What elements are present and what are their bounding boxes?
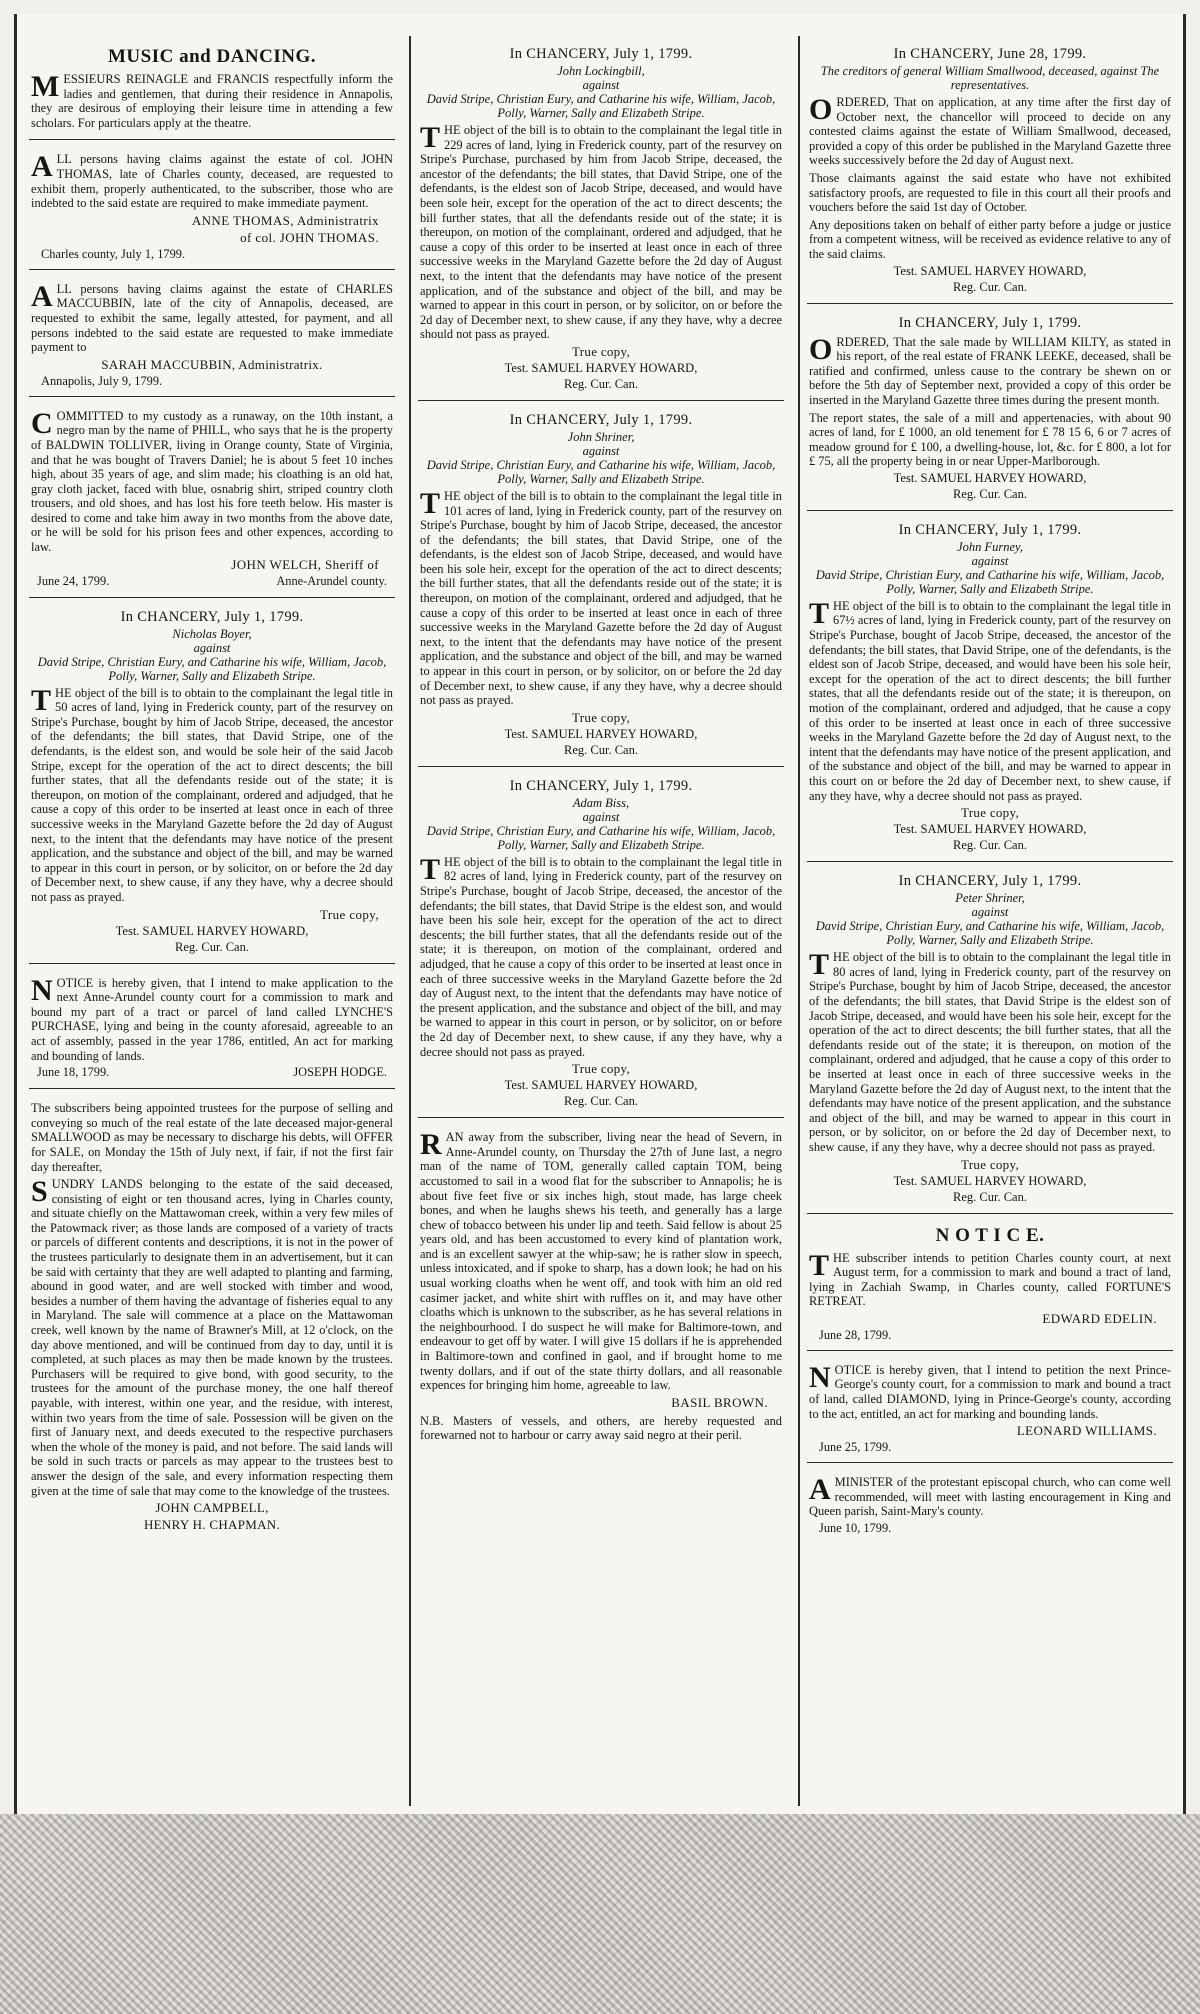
- ad-date: Annapolis, July 9, 1799.: [41, 373, 163, 388]
- ad-body: THE object of the bill is to obtain to the complainant the legal title in 67½ acres of land, lying in Frederick county, part of the resurvey on Stripe's Purchase, bought of Jacob Stripe, deceased, the ancestor of the defendants; the bill states, that David Stripe, one of the defendants, is the eldest son of Jacob Stripe, deceased, and would have been his sole heir, except for the operation of the act to direct descents; the bill further states, that all the defendants reside out of the state; it is thereupon, on motion of the complainant, ordered and adjudged, that he cause a copy of this order to be inserted at least once in each of three successive weeks in the Maryland Gazette before the 2d day of August next, to the intent that the defendants may have notice of the present application, and of the substance and object of the bill, and may be warned to appear in this court on or before the 2d day of December next, to shew cause, if any they have, why a decree should not pass as prayed.: [809, 596, 1171, 803]
- chancery-caption: In CHANCERY, July 1, 1799.: [898, 521, 1082, 538]
- ad-body: THE object of the bill is to obtain to the complainant the legal title in 82 acres of land, lying in Frederick county, part of the resurvey on Stripe's Purchase, bought of Jacob Stripe, deceased, the ancestor of the defendants; the bill states, that David Stripe is the eldest son, and would have been his sole heir, except for the operation of the act to direct descents; the bill further states, that all the defendants reside out of the state; it is thereupon, on motion of the complainant, ordered and adjudged, that he cause a copy of this order to be inserted at least once in each of three successive weeks in the Maryland Gazette before the 2d day of August next, to the intent that the defendants may have notice of the present application, and the substance and object of the bill, and may be warned to appear in this court in person, or by solicitor, on or before the 2d day of December next, to shew cause, if any they have, why a decree should not pass as prayed.: [420, 852, 782, 1059]
- signature: ANNE THOMAS, Administratrix: [191, 212, 379, 228]
- chancery-caption: In CHANCERY, July 1, 1799.: [509, 411, 693, 428]
- column-1: [29, 40, 395, 1805]
- teste: Test. SAMUEL HARVEY HOWARD,: [893, 1173, 1087, 1188]
- against: against: [193, 640, 231, 655]
- ad-date: June 10, 1799.: [819, 1521, 892, 1536]
- ad-body: THE object of the bill is to obtain to the complainant the legal title in 50 acres of land, lying in Frederick county, part of the resurvey on Stripe's Purchase, bought by him of Jacob Stripe, deceased, the ancestor of the defendants; the bill states, that David Stripe, one of the defendants, is the eldest son, and would be sole heir of the said Jacob Stripe, except for the operation of the act to direct descents; the bill further states, that all the defendants reside out of the state; it is thereupon, on motion of the complainant, ordered and adjudged, that he cause a copy of this order to be inserted at least once in each of three successive weeks in the Maryland Gazette before the 2d day of August next, to the intent that the defendants may have notice of the present application, and the substance and object of the bill, and may be warned to appear in this court in person, or by solicitor, on or before the 2d day of December next, to shew cause, if any they have, why a decree should not pass as prayed.: [31, 683, 393, 904]
- runaway-tom-ad: [418, 1123, 784, 1452]
- thomas-estate-ad: [29, 145, 395, 269]
- signature: JOHN WELCH, Sheriff of: [231, 556, 379, 572]
- ad-date: June 25, 1799.: [819, 1440, 892, 1455]
- plaintiff: John Shriner,: [567, 429, 635, 444]
- against: against: [971, 905, 1009, 920]
- chancery-boyer-ad: [29, 603, 395, 964]
- chancery-caption: In CHANCERY, July 1, 1799.: [898, 314, 1082, 331]
- ad-body: COMMITTED to my custody as a runaway, on the 10th instant, a negro man by the name of PHILL, who says that he is the property of BALDWIN TOLLIVER, living in Orange county, State of Virginia, and that he was bought of Travers Daniel; he is about 5 feet 10 inches high, about 35 years of age, and slim made; his cloathing is an old hat, gray cloth jacket, faced with blue, osnabrig shirt, striped country cloth trousers, and old shoes, and has lost his fore teeth below. His master is desired to come and take him away in two months from the above date, or he will be sold for his prison fees and other expences, according to law.: [31, 406, 393, 555]
- teste: Test. SAMUEL HARVEY HOWARD,: [893, 470, 1087, 485]
- plaintiff: John Furney,: [957, 539, 1023, 554]
- runaway-committed-ad: [29, 402, 395, 598]
- chancery-creditors-ad: [807, 40, 1173, 304]
- reg-cur-can: Reg. Cur. Can.: [564, 376, 638, 391]
- maccubbin-estate-ad: [29, 275, 395, 397]
- defendants: David Stripe, Christian Eury, and Catharine his wife, William, Jacob, Polly, Warner, Sally and Elizabeth Stripe.: [815, 919, 1165, 948]
- ad-body-2: Those claimants against the said estate who have not exhibited satisfactory proofs, are requested to file in this court all their proofs and vouchers before the said 1st day of October.: [809, 170, 1171, 215]
- chancery-shriner-ad: [418, 406, 784, 767]
- teste: Test. SAMUEL HARVEY HOWARD,: [893, 822, 1087, 837]
- ad-date: Charles county, July 1, 1799.: [41, 246, 186, 261]
- ad-body: THE object of the bill is to obtain to the complainant the legal title in 229 acres of land, lying in Frederick county, part of the resurvey on Stripe's Purchase, purchased by him from Jacob Stripe, deceased, the ancestor of the defendants; the bill states, that David Stripe, one of the defendants, is the eldest son of Jacob Stripe, deceased, and would have been sole heir, except for the operation of the act to direct descents; the bill further states, that all the defendants reside out of the state; it is thereupon, on motion of the complainant, ordered and adjudged, that he cause a copy of this order to be inserted at least once in each of three successive weeks in the Maryland Gazette before the 2d day of August next, to the intent that the defendants may have notice of the present application, and of the substance and object of the bill, and may be warned to appear in this court in person, or by solicitor, on or before the 2d day of December next, to shew cause, if any they have, why a decree should not pass as prayed.: [420, 121, 782, 342]
- against: against: [582, 809, 620, 824]
- ad-body: ORDERED, That on application, at any time after the first day of October next, the chancellor will proceed to decide on any contested claims against the estate of William Smallwood, deceased, provided a copy of this order be published in the Maryland Gazette three weeks successively before the 2d day of August next.: [809, 93, 1171, 168]
- ad-date: June 24, 1799.: [37, 573, 110, 588]
- signature: LEONARD WILLIAMS.: [1016, 1423, 1157, 1439]
- chancery-caption: In CHANCERY, July 1, 1799.: [509, 777, 693, 794]
- ad-body: THE object of the bill is to obtain to the complainant the legal title in 101 acres of land, lying in Frederick county, part of the resurvey on Stripe's Purchase, bought by him of Jacob Stripe, deceased, the ancestor of the defendants; the bill states, that David Stripe, one of the defendants, is the eldest son of Jacob Stripe, deceased, and would have been his sole heir, except for the operation of the act to direct descents; the bill further states, that all the defendants reside out of the state; it is thereupon, on motion of the complainant, ordered and adjudged, that he cause a copy of this order to be inserted at least once in each of three successive weeks in the Maryland Gazette before the 2d day of August next, to the intent that the defendants may have notice of the present application, and the substance and object of the bill, and may be warned to appear in this court in person, or by solicitor, on or before the 2d day of December next, to shew cause, if any they have, why a decree should not pass as prayed.: [420, 486, 782, 708]
- ad-body: NOTICE is hereby given, that I intend to petition the next Prince-George's county court, for a commission to mark and bound a tract of land, called DIAMOND, lying in Prince-George's county, according to the act, entitled, an act for marking and bounding lands.: [809, 1360, 1171, 1421]
- teste: Test. SAMUEL HARVEY HOWARD,: [504, 1078, 698, 1093]
- ad-intro: The subscribers being appointed trustees for the purpose of selling and conveying so much of the real estate of the late deceased major-general SMALLWOOD as may be necessary to discharge his debts, will OFFER for SALE, on Monday the 15th of July next, if fair, if not the first fair day thereafter,: [31, 1101, 393, 1174]
- against: against: [582, 443, 620, 458]
- ad-date: June 28, 1799.: [819, 1327, 892, 1342]
- parties: The creditors of general William Smallwood, deceased, against The representatives.: [820, 64, 1160, 92]
- signature: JOSEPH HODGE.: [293, 1065, 387, 1080]
- scan-border: [0, 1814, 1200, 2014]
- defendants: David Stripe, Christian Eury, and Catharine his wife, William, Jacob, Polly, Warner, Sally and Elizabeth Stripe.: [426, 457, 776, 486]
- signature: SARAH MACCUBBIN, Administratrix.: [101, 356, 323, 372]
- ad-body: THE subscriber intends to petition Charles county court, at next August term, for a commission to mark and bound a tract of land, lying in Zachiah Swamp, in Charles county, called FORTUNE'S RETREAT.: [809, 1248, 1171, 1309]
- plaintiff: John Lockingbill,: [557, 64, 645, 78]
- minister-ad: [807, 1468, 1173, 1543]
- date-line: [37, 1065, 387, 1080]
- plaintiff: Nicholas Boyer,: [172, 626, 252, 641]
- ad-body: THE object of the bill is to obtain to the complainant the legal title in 80 acres of land, lying in Frederick county, part of the resurvey on Stripe's Purchase, bought by him of Jacob Stripe, deceased, the ancestor of the defendants; the bill states, that David Stripe is the eldest son of Jacob Stripe, deceased, and would have been his sole heir, except for the operation of the act to direct descents; the bill further states, that all the defendants reside out of the state; it is thereupon, on motion of the complainant, ordered and adjudged, that he cause a copy of this order to be inserted at least once in each of three successive weeks in the Maryland Gazette before the 2d day of August next, to the intent that the defendants may have notice of the present application, and the substance and object of the bill, and may be warned to appear in this court in person, or by solicitor, on or before the 2d day of December next, to shew cause, if any they have, why a decree should not pass as prayed.: [809, 948, 1171, 1154]
- chancery-caption: In CHANCERY, July 1, 1799.: [898, 873, 1082, 890]
- reg-cur-can: Reg. Cur. Can.: [953, 486, 1027, 501]
- ad-title: MUSIC and DANCING.: [108, 46, 316, 67]
- newspaper-page: [14, 14, 1186, 1814]
- chancery-caption: In CHANCERY, July 1, 1799.: [509, 46, 693, 62]
- teste: Test. SAMUEL HARVEY HOWARD,: [115, 923, 309, 938]
- reg-cur-can: Reg. Cur. Can.: [564, 1094, 638, 1109]
- signature: BASIL BROWN.: [671, 1394, 768, 1410]
- ad-title: N O T I C E.: [935, 1224, 1045, 1246]
- against: against: [971, 553, 1009, 568]
- plaintiff: Peter Shriner,: [955, 891, 1025, 906]
- music-dancing-ad: [29, 40, 395, 140]
- defendants: David Stripe, Christian Eury, and Catharine his wife, William, Jacob, Polly, Warner, Sally and Elizabeth Stripe.: [815, 567, 1165, 596]
- true-copy: True copy,: [571, 1061, 630, 1077]
- column-2: [418, 40, 784, 1805]
- teste: Test. SAMUEL HARVEY HOWARD,: [504, 726, 698, 741]
- signature: JOHN CAMPBELL,: [155, 1500, 269, 1516]
- true-copy: True copy,: [571, 709, 630, 725]
- ad-date: June 18, 1799.: [37, 1065, 110, 1080]
- ad-body: NOTICE is hereby given, that I intend to make application to the next Anne-Arundel county court for a commission to mark and bound my part of a tract or parcel of land called LYNCHE'S PURCHASE, lying and being in the county aforesaid, agreeable to an act of assembly, passed in the year 1786, entitled, An act for marking and bounding of lands.: [31, 973, 393, 1063]
- williams-notice-ad: [807, 1356, 1173, 1463]
- defendants: David Stripe, Christian Eury, and Catharine his wife, William, Jacob, Polly, Warner, Sally and Elizabeth Stripe.: [426, 92, 776, 120]
- ad-body-3: Any depositions taken on behalf of either party before a judge or justice from a competent witness, will be received as evidence relative to any of the said claims.: [809, 217, 1171, 261]
- reg-cur-can: Reg. Cur. Can.: [953, 838, 1027, 853]
- signature: of col. JOHN THOMAS.: [240, 229, 379, 245]
- column-rule: [409, 36, 411, 1806]
- defendants: David Stripe, Christian Eury, and Catharine his wife, William, Jacob, Polly, Warner, Sally and Elizabeth Stripe.: [37, 654, 387, 683]
- chancery-caption: In CHANCERY, June 28, 1799.: [893, 46, 1087, 62]
- column-rule: [798, 36, 800, 1806]
- chancery-biss-ad: [418, 772, 784, 1118]
- signature: EDWARD EDELIN.: [1042, 1310, 1157, 1326]
- defendants: David Stripe, Christian Eury, and Catharine his wife, William, Jacob, Polly, Warner, Sally and Elizabeth Stripe.: [426, 823, 776, 852]
- reg-cur-can: Reg. Cur. Can.: [953, 1189, 1027, 1204]
- ad-body-2: The report states, the sale of a mill and appertenacies, with about 90 acres of land, for £ 1000, an old tenement for £ 78 15 6, 6 or 7 acres of meadow ground for £ 100, a dwelling-house, lot, &c. for £ 800, a lot for £ 75, all the property being in or near Upper-Marlborough.: [809, 410, 1171, 469]
- ad-body: ORDERED, That the sale made by WILLIAM KILTY, as stated in his report, of the real estate of FRANK LEEKE, deceased, shall be ratified and confirmed, unless cause to the contrary be shewn on or before the 5th day of September next, provided a copy of this order be inserted in the Maryland Gazette three times during the present month.: [809, 332, 1171, 407]
- ad-body: ALL persons having claims against the estate of col. JOHN THOMAS, late of Charles county, deceased, are requested to exhibit them, properly authenticated, to the subscriber, those who are indebted to the said estate are required to make immediate payment.: [31, 150, 393, 211]
- chancery-furney-ad: [807, 516, 1173, 862]
- hodge-notice-ad: [29, 969, 395, 1090]
- reg-cur-can: Reg. Cur. Can.: [953, 279, 1027, 294]
- chancery-caption: In CHANCERY, July 1, 1799.: [120, 608, 304, 625]
- true-copy: True copy,: [319, 906, 379, 922]
- ad-body: ALL persons having claims against the estate of CHARLES MACCUBBIN, late of the city of Annapolis, deceased, are requested to exhibit the same, legally attested, for payment, and all persons indebted to the said estate are requested to make immediate payment to: [31, 279, 393, 355]
- true-copy: True copy,: [571, 343, 630, 359]
- signature: HENRY H. CHAPMAN.: [143, 1517, 281, 1533]
- against: against: [582, 78, 620, 92]
- reg-cur-can: Reg. Cur. Can.: [175, 939, 249, 954]
- date-line: [37, 574, 387, 589]
- plaintiff: Adam Biss,: [572, 795, 630, 810]
- chancery-peter-shriner-ad: [807, 867, 1173, 1213]
- true-copy: True copy,: [960, 805, 1019, 821]
- ad-body: AMINISTER of the protestant episcopal church, who can come well recommended, will meet with lasting encouragement in King and Queen parish, Saint-Mary's county.: [809, 1473, 1171, 1519]
- column-3: [807, 40, 1173, 1805]
- teste: Test. SAMUEL HARVEY HOWARD,: [893, 263, 1087, 278]
- ad-body: SUNDRY LANDS belonging to the estate of the said deceased, consisting of eight or ten thousand acres, lying in Charles county, and situate chiefly on the Mattawoman creek, within a very few miles of the Patowmack river; as those lands are composed of a variety of tracts or parcels of different contents and descriptions, it is not in the power of the trustees particularly to designate them in an advertisement, but it can be said with certainty that they are well adapted to planting and farming, abound in good water, and are well stocked with timber and wood, besides a number of them having the advantage of fisheries equal to any in Maryland. The sale will commence at a place on the Mattawoman creek, well known by the name of Brawner's Mill, at 12 o'clock, on the day above mentioned, and will be continued from day to day, until it is completed, at such places as may then be made known by the trustees. Purchasers will be required to give bond, with good security, to the trustees for the amount of the purchase money, the one half thereof payable, with interest, within one year, and the residue, with interest, within two years from the time of sale. Possession will be given on the first of January next, and deeds executed to the respective purchasers when the whole of the money is paid, and not before. The said lands will be sold in such tracts or parcels as may appear to the trustees best to answer the design of the sale, and every information respecting them given at the time of sale that may come to the knowledge of the trustees.: [31, 1175, 393, 1498]
- edelin-notice-ad: [807, 1219, 1173, 1351]
- nota-bene: N.B. Masters of vessels, and others, are hereby requested and forewarned not to harbour or carry away said negro at their peril.: [420, 1413, 782, 1443]
- county: Anne-Arundel county.: [276, 573, 387, 588]
- ad-body: RAN away from the subscriber, living near the head of Severn, in Anne-Arundel county, on Thursday the 27th of June last, a negro man of the name of TOM, generally called captain TOM, being accustomed to sail in a wood flat for the subscriber to Annapolis; he is about five feet five or six inches high, stout made, has large cheek bones, and when he laughs shews his teeth, and generally has a large chew of tobacco between his under lip and teeth. Said fellow is about 25 years old, and has been accustomed to every kind of plantation work, and is an excellent sawyer at the whip-saw; he is rather slow in speech, unless intoxicated, and if spoke to sharp, has a down look; he had on his usual working cloaths when he went off, and took with him an old red casimer jacket, and white shirt with ruffles on it, and may have other cloaths which is unknown to the subscriber, as he has several relations in the neighbourhood. I do suspect he will make for Baltimore-town, and endeavour to get off by water. I will give 15 dollars if he is apprehended in Baltimore-town and confined in gaol, and if brought home to me twenty dollars, and if out of the state thirty dollars, and all reasonable expences for bringing him home, agreeable to law.: [420, 1128, 782, 1393]
- chancery-kilty-ad: [807, 309, 1173, 511]
- chancery-lockingbill-ad: [418, 40, 784, 401]
- teste: Test. SAMUEL HARVEY HOWARD,: [504, 360, 698, 375]
- ad-body: MESSIEURS REINAGLE and FRANCIS respectfully inform the ladies and gentlemen, that during their residence in Annapolis, they are desirous of employing their leisure time in attending a few scholars. For particulars apply at the theatre.: [31, 70, 393, 130]
- reg-cur-can: Reg. Cur. Can.: [564, 742, 638, 757]
- smallwood-lands-ad: [29, 1094, 395, 1541]
- true-copy: True copy,: [960, 1156, 1019, 1172]
